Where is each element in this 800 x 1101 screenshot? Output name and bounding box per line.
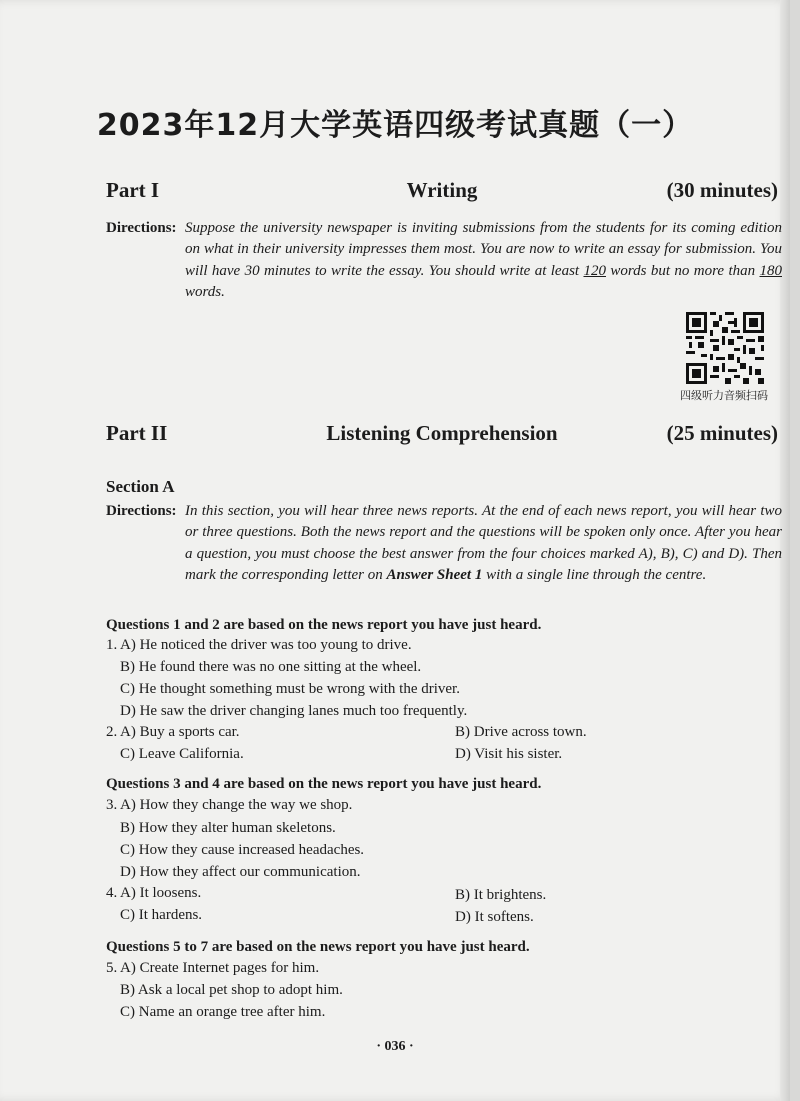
part-2-name: Listening Comprehension (326, 421, 558, 445)
directions-text-2: words but no more than (605, 262, 760, 279)
option-a: A) It loosens. (120, 885, 202, 901)
qr-caption: 四级听力音频扫码 (680, 389, 768, 402)
directions-text-1: In this section, you will hear three news reports. At the end of each news report, you will hear two or three questions. Both the news report and the questions will be spoken only once. After you hear a question, you must choose the best answer from the four choices marked A), B), C) and D). Then mark the corresponding letter on (185, 503, 782, 583)
option-c: C) He thought something must be wrong with the driver. (120, 681, 460, 697)
option-d: D) It softens. (455, 909, 534, 925)
directions-text (185, 501, 782, 586)
option-b: B) Drive across town. (455, 724, 587, 740)
part-2-header (106, 421, 778, 451)
option-c: C) Leave California. (120, 746, 244, 762)
part-1-name: Writing (406, 178, 478, 202)
option-a: A) How they change the way we shop. (120, 797, 353, 813)
option-b: B) Ask a local pet shop to adopt him. (120, 982, 343, 998)
option-c: C) It hardens. (120, 907, 203, 923)
part-2-label: Part II (106, 421, 168, 445)
option-d: D) He saw the driver changing lanes much too frequently. (120, 703, 468, 719)
option-b: B) It brightens. (455, 887, 547, 903)
option-b: B) He found there was no one sitting at the wheel. (120, 659, 422, 675)
min-words: 120 (583, 262, 606, 279)
option-a: A) He noticed the driver was too young to drive. (120, 637, 412, 653)
option-c: C) How they cause increased headaches. (120, 842, 365, 858)
directions-label: Directions: (106, 503, 177, 519)
option-d: D) Visit his sister. (455, 746, 563, 762)
part-1-directions (106, 218, 782, 303)
option-d: D) How they affect our communication. (120, 864, 361, 880)
directions-text (185, 218, 782, 303)
option-b: B) How they alter human skeletons. (120, 820, 336, 836)
directions-text-2: with a single line through the centre. (482, 566, 707, 583)
part-2-directions (106, 501, 782, 586)
part-1-label: Part I (106, 178, 160, 202)
part-1-header (106, 178, 778, 208)
page-number: · 036 · (376, 1039, 414, 1054)
question-group-heading: Questions 1 and 2 are based on the news report you have just heard. (106, 617, 542, 633)
question-number: 1. (106, 637, 118, 653)
question-number: 4. (106, 885, 118, 901)
directions-label: Directions: (106, 220, 177, 236)
page-title: 2023年12月大学英语四级考试真题（一） (96, 108, 694, 143)
part-2-time: (25 minutes) (666, 421, 778, 445)
option-a: A) Buy a sports car. (120, 724, 240, 740)
option-c: C) Name an orange tree after him. (120, 1004, 326, 1020)
directions-text-3: words. (185, 283, 225, 300)
part-1-time: (30 minutes) (666, 178, 778, 202)
question-group-heading: Questions 5 to 7 are based on the news report you have just heard. (106, 939, 530, 955)
answer-sheet-ref: Answer Sheet 1 (386, 566, 483, 583)
question-number: 3. (106, 797, 118, 813)
question-number: 2. (106, 724, 118, 740)
question-number: 5. (106, 960, 118, 976)
max-words: 180 (759, 262, 782, 279)
question-group-heading: Questions 3 and 4 are based on the news report you have just heard. (106, 776, 542, 792)
option-a: A) Create Internet pages for him. (120, 960, 320, 976)
directions-text-1: Suppose the university newspaper is inviting submissions from the students for its coming edition on what in their university impresses them most. You are now to write an essay for submission. You will have 30 minutes to write the essay. You should write at least (185, 220, 782, 279)
section-a-title: Section A (106, 477, 175, 496)
qr-code-icon[interactable] (686, 312, 764, 384)
